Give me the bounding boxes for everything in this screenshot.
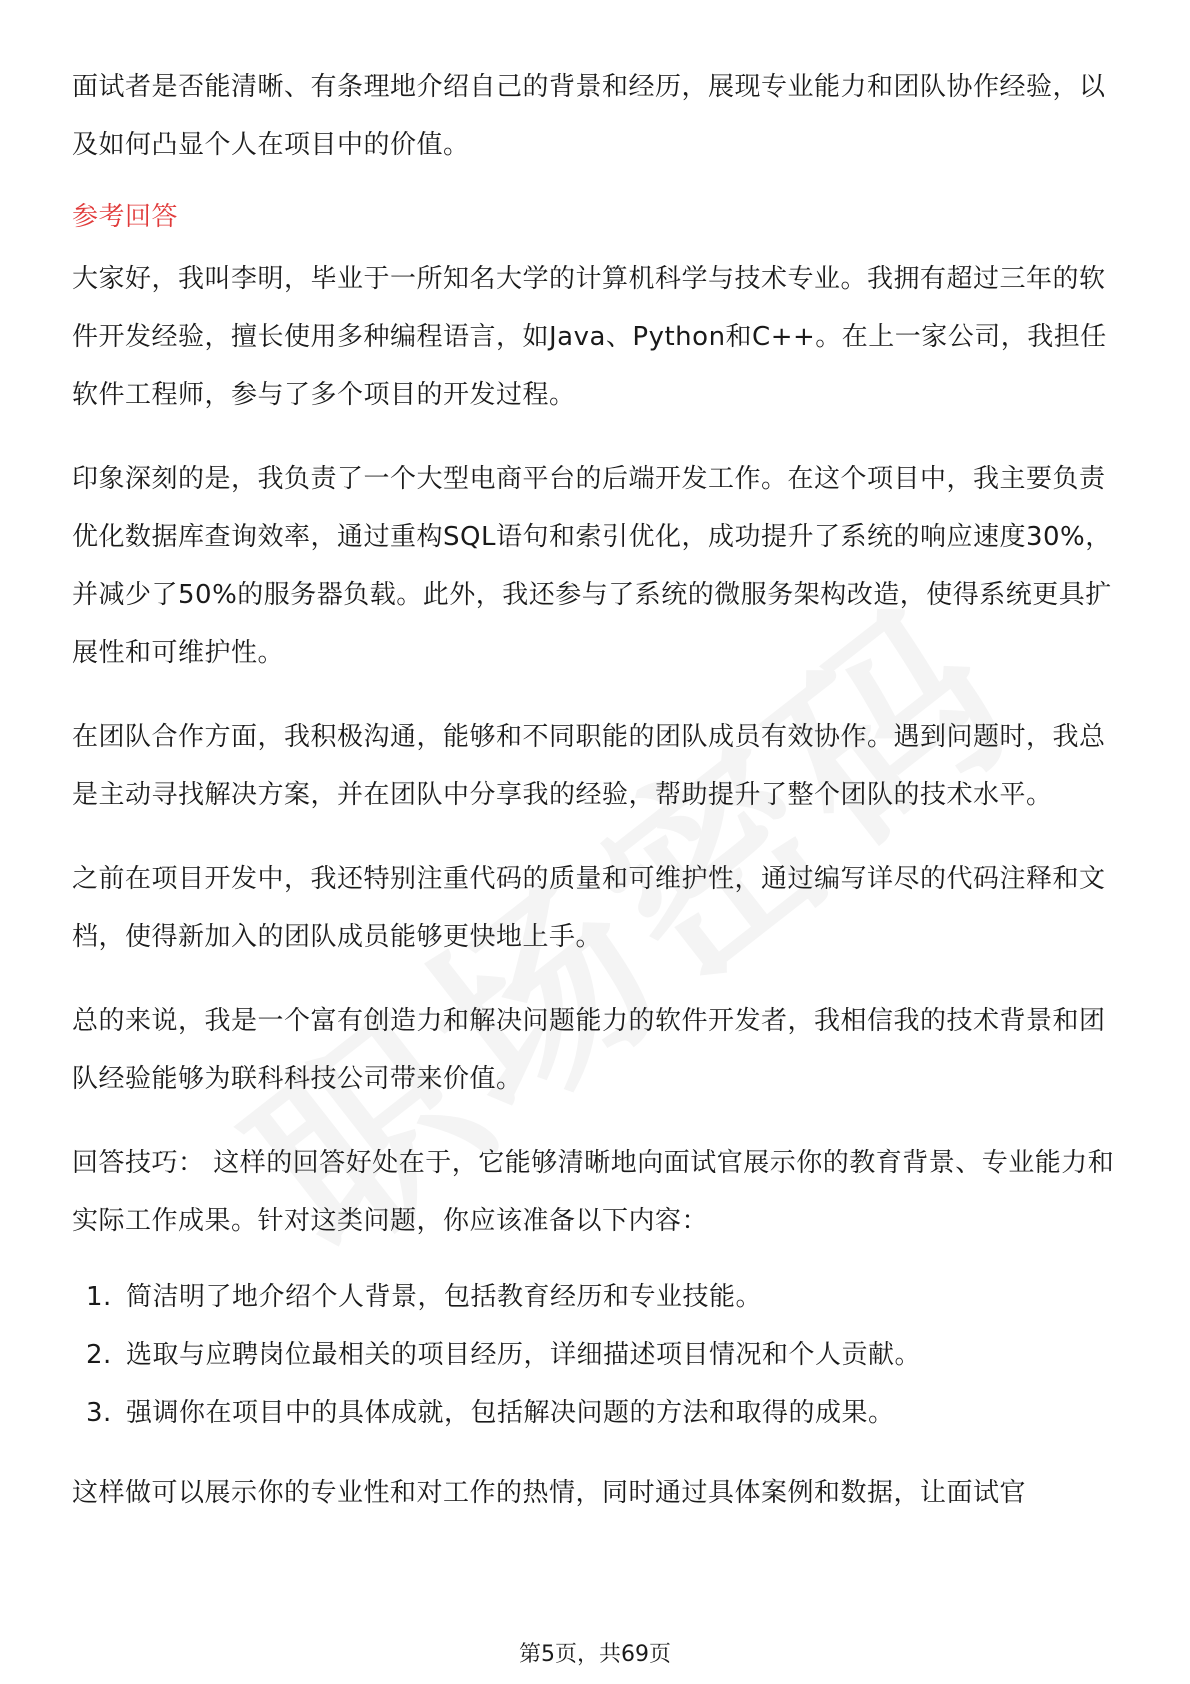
document-page bbox=[72, 58, 1118, 1522]
tips-paragraph: 回答技巧： 这样的回答好处在于，它能够清晰地向面试官展示你的教育背景、专业能力和实际工作成果。针对这类问题，你应该准备以下内容： bbox=[72, 1148, 1115, 1236]
closing-paragraph: 这样做可以展示你的专业性和对工作的热情，同时通过具体案例和数据，让面试官 bbox=[72, 1478, 1027, 1508]
answer-paragraph: 在团队合作方面，我积极沟通，能够和不同职能的团队成员有效协作。遇到问题时，我总是主动寻找解决方案，并在团队中分享我的经验，帮助提升了整个团队的技术水平。 bbox=[72, 722, 1106, 810]
answer-paragraph: 总的来说，我是一个富有创造力和解决问题能力的软件开发者，我相信我的技术背景和团队经验能够为联科科技公司带来价值。 bbox=[72, 1006, 1106, 1094]
list-item-text: 简洁明了地介绍个人背景，包括教育经历和专业技能。 bbox=[126, 1282, 763, 1312]
list-item bbox=[72, 1384, 1118, 1442]
answer-paragraph: 之前在项目开发中，我还特别注重代码的质量和可维护性，通过编写详尽的代码注释和文档，使得新加入的团队成员能够更快地上手。 bbox=[72, 864, 1106, 952]
answer-paragraph: 印象深刻的是，我负责了一个大型电商平台的后端开发工作。在这个项目中，我主要负责优化数据库查询效率，通过重构SQL语句和索引优化，成功提升了系统的响应速度30%，并减少了50%的服务器负载。此外，我还参与了系统的微服务架构改造，使得系统更具扩展性和可维护性。 bbox=[72, 464, 1112, 668]
list-number: 3. bbox=[86, 1398, 112, 1428]
section-title: 参考回答 bbox=[72, 202, 179, 232]
page-number: 第5页，共69页 bbox=[519, 1642, 671, 1667]
intro-paragraph: 面试者是否能清晰、有条理地介绍自己的背景和经历，展现专业能力和团队协作经验，以及如何凸显个人在项目中的价值。 bbox=[72, 72, 1106, 160]
answer-paragraph: 大家好，我叫李明，毕业于一所知名大学的计算机科学与技术专业。我拥有超过三年的软件开发经验，擅长使用多种编程语言，如Java、Python和C++。在上一家公司，我担任软件工程师，参与了多个项目的开发过程。 bbox=[72, 264, 1107, 410]
list-item-text: 强调你在项目中的具体成就，包括解决问题的方法和取得的成果。 bbox=[126, 1398, 895, 1428]
list-number: 1. bbox=[86, 1282, 112, 1312]
list-item bbox=[72, 1326, 1118, 1384]
list-item-text: 选取与应聘岗位最相关的项目经历，详细描述项目情况和个人贡献。 bbox=[126, 1340, 922, 1370]
list-item bbox=[72, 1268, 1118, 1326]
tips-list bbox=[72, 1268, 1118, 1442]
list-number: 2. bbox=[86, 1340, 112, 1370]
